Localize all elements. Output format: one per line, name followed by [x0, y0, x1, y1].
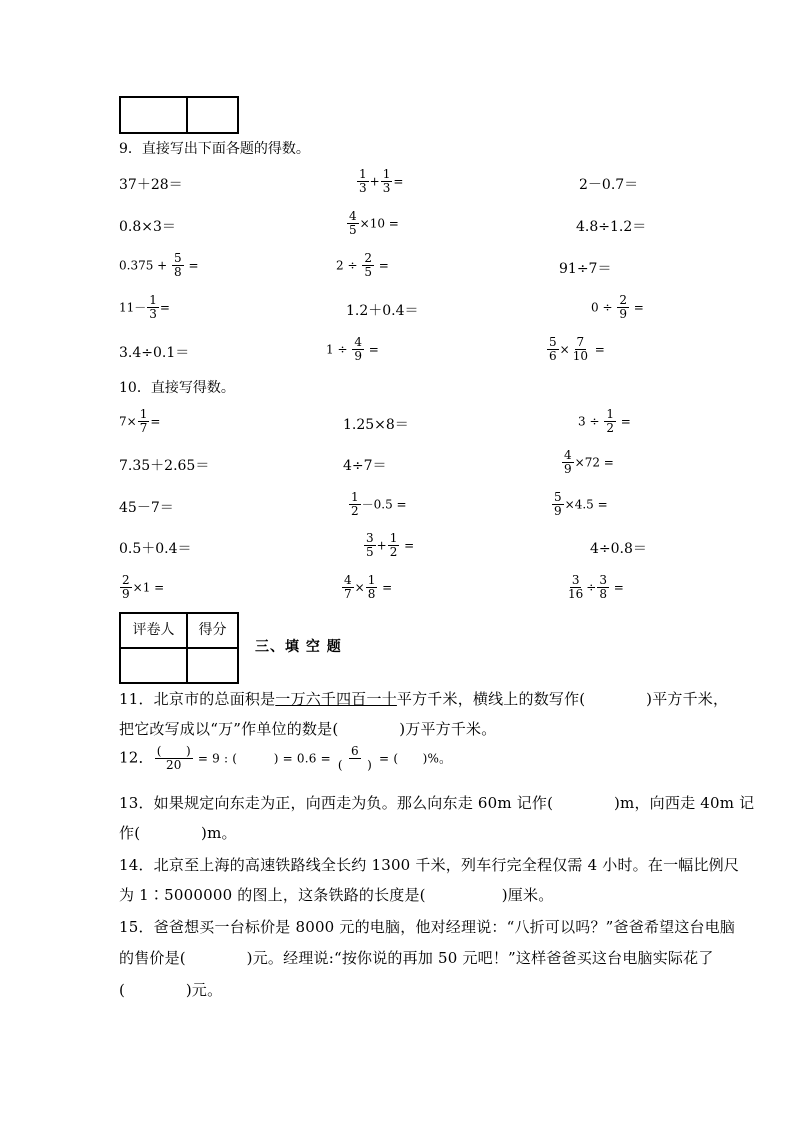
top-score-cell-1	[121, 98, 188, 132]
fraction: $\frac{5}{6}$	[549, 335, 557, 363]
fraction: $\frac{1}{8}$	[367, 573, 376, 601]
q10-r5c3: $\frac{3}{16}$ ÷ $\frac{3}{8}$ =	[568, 573, 624, 601]
q15-line3: ( )元。	[119, 981, 223, 999]
score-header-row	[121, 614, 237, 649]
q13-line1: 13．如果规定向东走为正，向西走为负。那么向东走 60m 记作( )m，向西走 40m 记	[119, 794, 755, 812]
fraction: $\frac{3}{8}$	[599, 573, 607, 601]
fraction: $\frac{4}{9}$	[354, 335, 362, 363]
q9-r2c2: $\frac{4}{5}$ ×10 =	[349, 209, 399, 237]
fraction: $\frac{2}{9}$	[619, 293, 627, 321]
score-body-reviewer	[121, 649, 188, 682]
q11-line2: 把它改写成以“万”作单位的数是( )万平方千米。	[119, 720, 497, 738]
q13-line2: 作( )m。	[119, 824, 237, 842]
fraction: $\frac{6}{( )}$	[337, 744, 373, 772]
q9-r3c3: 91÷7＝	[559, 261, 612, 277]
fraction: $\frac{1}{3}$	[359, 167, 367, 195]
q10-r2c2: 4÷7＝	[343, 458, 387, 474]
q9-r5c3: $\frac{5}{6}$ × $\frac{7}{10}$ =	[549, 335, 605, 363]
q15-line2: 的售价是( )元。经理说:“按你说的再加 50 元吧！”这样爸爸买这台电脑实际花了	[119, 949, 714, 967]
q9-r4c1: 11－ $\frac{1}{3}$ =	[119, 293, 170, 321]
top-score-box	[119, 96, 239, 134]
q10-r2c3: $\frac{4}{9}$ ×72 =	[564, 448, 614, 476]
q14-line1: 14．北京至上海的高速铁路线全长约 1300 千米，列车行完全程仅需 4 小时。在一幅比例尺	[119, 856, 740, 874]
q10-r4c2: $\frac{3}{5}$ + $\frac{1}{2}$ =	[366, 531, 415, 559]
q10-r3c1: 45－7＝	[119, 500, 174, 516]
q14-line2: 为 1∶5000000 的图上，这条铁路的长度是( )厘米。	[119, 886, 554, 904]
q10-r1c2: 1.25×8＝	[343, 417, 409, 433]
q11-underlined-number: 一万六千四百一十	[275, 690, 397, 708]
fraction: $\frac{5}{8}$	[174, 251, 182, 279]
fraction: $\frac{4}{7}$	[344, 573, 352, 601]
q10-r3c3: $\frac{5}{9}$ ×4.5 =	[554, 490, 608, 518]
q10-r1c1: 7× $\frac{1}{7}$ =	[119, 407, 161, 435]
q9-heading: 9．直接写出下面各题的得数。	[119, 141, 310, 157]
q10-r1c3: 3 ÷ $\frac{1}{2}$ =	[578, 407, 631, 435]
q9-r2c3: 4.8÷1.2＝	[576, 219, 647, 235]
q10-r5c1: $\frac{2}{9}$ ×1 =	[122, 573, 165, 601]
score-header-reviewer: 评卷人	[121, 614, 188, 647]
q9-r5c1: 3.4÷0.1＝	[119, 345, 190, 361]
q9-r1c1: 37＋28＝	[119, 177, 183, 193]
fraction: $\frac{1}{2}$	[389, 531, 398, 559]
fraction: $\frac{5}{9}$	[554, 490, 562, 518]
score-header-score: 得分	[198, 622, 227, 638]
q10-r4c3: 4÷0.8＝	[590, 541, 647, 557]
fraction: $\frac{1}{7}$	[139, 407, 148, 435]
fraction: $\frac{1}{3}$	[149, 293, 157, 321]
q9-r4c3: 0 ÷ $\frac{2}{9}$ =	[591, 293, 644, 321]
fraction: $\frac{2}{9}$	[122, 573, 130, 601]
top-score-cell-2	[188, 98, 237, 132]
q10-heading: 10．直接写得数。	[119, 380, 235, 396]
q9-r5c2: 1 ÷ $\frac{4}{9}$ =	[326, 335, 379, 363]
q12: 12． $\frac{( )}{20}$ = 9 : ( ) = 0.6 = $\frac{6}{( )}$ = ( )%。	[119, 744, 452, 772]
q9-r2c1: 0.8×3＝	[119, 219, 176, 235]
fraction: $\frac{2}{5}$	[364, 251, 372, 279]
q11-line1: 11．北京市的总面积是一万六千四百一十平方千米，横线上的数写作( )平方千米，	[119, 690, 729, 708]
score-body-row	[121, 649, 237, 682]
fraction: $\frac{3}{16}$	[568, 573, 584, 601]
q15-line1: 15．爸爸想买一台标价是 8000 元的电脑，他对经理说：“八折可以吗？”爸爸希望这台电脑	[119, 918, 736, 936]
fraction: $\frac{( )}{20}$	[156, 744, 191, 772]
q9-r1c2: $\frac{1}{3}$ + $\frac{1}{3}$ =	[359, 167, 404, 195]
q10-r3c2: $\frac{1}{2}$ －0.5 =	[351, 490, 407, 518]
fraction: $\frac{1}{3}$	[382, 167, 391, 195]
q9-r3c1: 0.375 + $\frac{5}{8}$ =	[119, 251, 199, 279]
q10-r4c1: 0.5＋0.4＝	[119, 541, 192, 557]
q9-r4c2: 1.2＋0.4＝	[346, 303, 419, 319]
q10-r2c1: 7.35＋2.65＝	[119, 458, 210, 474]
section3-title: 三、填 空 题	[255, 639, 342, 655]
fraction: $\frac{7}{10}$	[572, 335, 588, 363]
q9-r3c2: 2 ÷ $\frac{2}{5}$ =	[336, 251, 389, 279]
fraction: $\frac{4}{5}$	[349, 209, 357, 237]
q9-r1c3: 2－0.7＝	[579, 177, 639, 193]
q10-r5c2: $\frac{4}{7}$ × $\frac{1}{8}$ =	[344, 573, 393, 601]
fraction: $\frac{4}{9}$	[564, 448, 572, 476]
fraction: $\frac{1}{2}$	[351, 490, 359, 518]
fraction: $\frac{3}{5}$	[366, 531, 374, 559]
section3-score-table	[119, 612, 239, 684]
score-body-score	[188, 649, 237, 682]
fraction: $\frac{1}{2}$	[606, 407, 614, 435]
